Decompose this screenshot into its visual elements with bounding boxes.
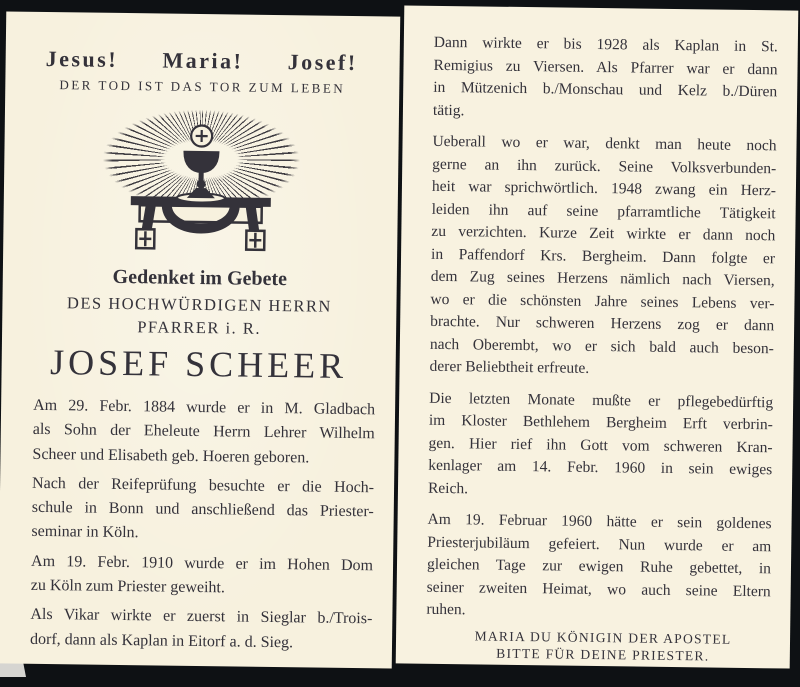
text-line: Ueberall wo er war, denkt man heute noch bbox=[432, 132, 777, 155]
right-page-body bbox=[396, 5, 799, 666]
text-line: Am 29. Febr. 1884 wurde er in M. Gladbach bbox=[33, 396, 376, 419]
invocation-josef: Josef! bbox=[287, 49, 358, 76]
text-line: schule in Bonn und anschließend das Priester- bbox=[31, 499, 374, 521]
text-line: ruhen. bbox=[426, 600, 466, 619]
text-line: dem Zug seines Herzens nämlich nach Viersen, bbox=[430, 267, 775, 290]
text-line: Am 19. Februar 1960 hätte er sein goldenes bbox=[427, 510, 772, 533]
deceased-name: JOSEF SCHEER bbox=[49, 342, 348, 386]
text-line: wo er die schönsten Jahre seines Lebens ver- bbox=[430, 290, 775, 312]
paragraph bbox=[426, 509, 771, 626]
text-line: Reich. bbox=[427, 479, 469, 497]
text-line: zu Köln zum Priester geweiht. bbox=[30, 576, 226, 597]
paragraph bbox=[31, 472, 374, 549]
left-page-body bbox=[0, 393, 395, 656]
text-line: in Mützenich b./Monschau und Kelz b./Düren bbox=[433, 78, 778, 101]
paragraph bbox=[429, 131, 776, 383]
text-line: seiner zweiten Heimat, wo auch seine Eltern bbox=[426, 578, 771, 600]
host-icon bbox=[191, 125, 212, 146]
closing-line: BITTE FÜR DEINE PRIESTER. bbox=[496, 645, 710, 664]
text-line: als Sohn der Eheleute Herrn Lehrer Wilhelm bbox=[32, 421, 375, 443]
text-line: heit war sprichwörtlich. 1948 zwang ein Herz- bbox=[431, 177, 777, 200]
text-line: Dann wirkte er bis 1928 als Kaplan in St. bbox=[433, 33, 778, 56]
invocation-jesus: Jesus! bbox=[45, 45, 119, 72]
text-line: gleichen Tage zur ewigen Ruhe gebettet, in bbox=[426, 555, 772, 578]
text-line: Priesterjubiläum gefeiert. Nun wurde er am bbox=[427, 533, 772, 555]
text-line: derer Beliebtheit erfreute. bbox=[429, 357, 590, 377]
text-line: brachte. Nur schweren Herzens zog er dann bbox=[430, 312, 775, 335]
text-line: gen. Hier rief ihn Gott vom schweren Kran- bbox=[428, 434, 773, 456]
text-line: gerne an ihn zurück. Seine Volksverbunden- bbox=[432, 155, 777, 177]
text-line: Remigius zu Viersen. Als Pfarrer war er dann bbox=[433, 56, 778, 78]
text-line: Nach der Reifeprüfung besuchte er die Hoch- bbox=[31, 474, 375, 497]
paragraph bbox=[433, 32, 778, 126]
paragraph bbox=[31, 550, 374, 603]
chalice-host-icon bbox=[90, 103, 312, 266]
text-line: im Kloster Bethlehem Bergheim Erft verbrin- bbox=[428, 411, 773, 434]
invocation-maria: Maria! bbox=[162, 47, 244, 74]
text-line: dorf, dann als Kaplan in Eitorf a. d. Sieg. bbox=[29, 630, 294, 651]
invocation-row bbox=[45, 46, 357, 76]
text-line: Als Vikar wirkte er zuerst in Sieglar b./Trois- bbox=[30, 606, 373, 628]
rank-line: PFARRER i. R. bbox=[137, 317, 262, 338]
motto-line: DER TOD IST DAS TOR ZUM LEBEN bbox=[59, 77, 346, 96]
chalice-icon bbox=[184, 152, 219, 198]
remember-line: Gedenket im Gebete bbox=[112, 265, 288, 291]
memorial-card-left-page bbox=[0, 11, 400, 668]
memorial-card-right-page bbox=[396, 5, 799, 668]
text-line: tätig. bbox=[432, 101, 465, 119]
chalice-emblem bbox=[3, 101, 399, 266]
text-line: Am 19. Febr. 1910 wurde er im Hohen Dom bbox=[30, 552, 374, 575]
text-line: leiden ihn auf seine pfarramtliche Tätigkeit bbox=[431, 200, 776, 222]
honorific-line: DES HOCHWÜRDIGEN HERRN bbox=[66, 293, 333, 316]
text-line: Die letzten Monate mußte er pflegebedürftig bbox=[429, 389, 774, 411]
text-line: kenlager am 14. Febr. 1960 in sein ewiges bbox=[428, 456, 773, 479]
text-line: nach Oberembt, wo er sich bald auch beson- bbox=[429, 335, 774, 357]
paragraph bbox=[32, 394, 375, 471]
paragraph bbox=[30, 603, 373, 656]
closing-prayer bbox=[426, 626, 770, 665]
text-line: in Paffendorf Krs. Bergheim. Dann folgte er bbox=[430, 245, 776, 267]
closing-line: MARIA DU KÖNIGIN DER APOSTEL bbox=[474, 627, 732, 647]
text-line: zu verzichten. Kurze Zeit wirkte er dann noch bbox=[431, 222, 776, 245]
text-line: seminar in Köln. bbox=[31, 523, 139, 542]
text-line: Scheer und Elisabeth geb. Hoeren geboren. bbox=[32, 445, 310, 467]
paragraph bbox=[428, 387, 773, 504]
